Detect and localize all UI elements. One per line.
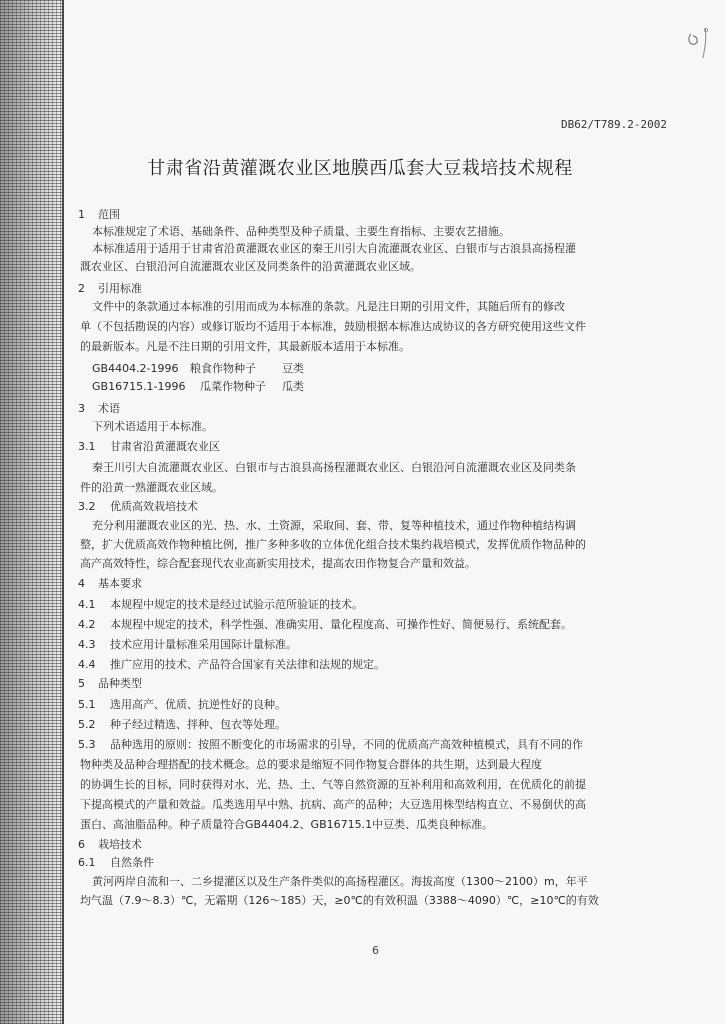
reference-type: 瓜类 (282, 380, 304, 393)
subsection-title: 优质高效栽培技术 (110, 500, 198, 513)
section-4-heading (78, 577, 142, 591)
paragraph-line: 下提高模式的产量和效益。瓜类选用早中熟、抗病、高产的品种；大豆选用株型结构直立、不易倒伏的高 (80, 798, 586, 811)
reference-row (92, 362, 304, 376)
subsection-6-1-heading (78, 856, 154, 870)
section-3-heading (78, 402, 120, 416)
page-number: 6 (372, 944, 379, 957)
subsection-3-1-heading (78, 440, 220, 454)
paragraph-line: 的最新版本。凡是不注日期的引用文件，其最新版本适用于本标准。 (80, 340, 410, 353)
paragraph-line: 溉农业区、白银沿河自流灌溉农业区及同类条件的沿黄灌溉农业区域。 (80, 260, 421, 273)
section-1-heading (78, 208, 120, 222)
paragraph-line: 蛋白、高油脂品种。种子质量符合GB4404.2、GB16715.1中豆类、瓜类良种标准。 (80, 818, 494, 831)
section-number: 6 (78, 838, 85, 851)
list-item (78, 638, 297, 652)
item-text: 品种选用的原则：按照不断变化的市场需求的引导，不同的优质高产高效种植模式，具有不同的作 (110, 738, 583, 751)
section-title: 引用标准 (98, 282, 142, 295)
section-5-heading (78, 677, 142, 691)
section-number: 4 (78, 577, 85, 590)
subsection-3-2-heading (78, 500, 198, 514)
list-item (78, 738, 583, 752)
item-text: 本规程中规定的技术，科学性强、准确实用、量化程度高、可操作性好、简便易行、系统配套。 (110, 618, 572, 631)
subsection-title: 甘肃省沿黄灌溉农业区 (110, 440, 220, 453)
paragraph-line: 物种类及品种合理搭配的技术概念。总的要求是缩短不同作物复合群体的共生期，达到最大程度 (80, 758, 542, 771)
reference-code: GB4404.2-1996 (92, 362, 179, 375)
item-text: 种子经过精选、拌种、包衣等处理。 (110, 718, 286, 731)
subsection-number: 6.1 (78, 856, 96, 869)
paragraph-line: 的协调生长的目标，同时获得对水、光、热、土、气等自然资源的互补利用和高效利用，在优质化的前提 (80, 778, 586, 791)
item-text: 选用高产、优质、抗逆性好的良种。 (110, 698, 286, 711)
item-number: 5.3 (78, 738, 96, 751)
section-title: 品种类型 (98, 677, 142, 690)
subsection-number: 3.1 (78, 440, 96, 453)
paragraph-line: 文件中的条款通过本标准的引用而成为本标准的条款。凡是注日期的引用文件，其随后所有的修改 (92, 300, 565, 313)
item-number: 5.2 (78, 718, 96, 731)
section-number: 3 (78, 402, 85, 415)
item-number: 4.3 (78, 638, 96, 651)
list-item (78, 718, 286, 732)
paragraph-line: 整，扩大优质高效作物种植比例，推广多种多收的立体优化组合技术集约栽培模式，发挥优质作物品种的 (80, 538, 586, 551)
item-text: 本规程中规定的技术是经过试验示范所验证的技术。 (110, 598, 363, 611)
item-number: 5.1 (78, 698, 96, 711)
item-text: 技术应用计量标准采用国际计量标准。 (110, 638, 297, 651)
reference-row (92, 380, 304, 394)
reference-code: GB16715.1-1996 (92, 380, 186, 393)
reference-name: 瓜菜作物种子 (200, 380, 266, 393)
section-6-heading (78, 838, 142, 852)
subsection-title: 自然条件 (110, 856, 154, 869)
section-number: 1 (78, 208, 85, 221)
paragraph-line: 单（不包括勘误的内容）或修订版均不适用于本标准，鼓励根据本标准达成协议的各方研究使用这些文件 (80, 320, 586, 333)
list-item (78, 658, 385, 672)
section-title: 范围 (98, 208, 120, 221)
binding-shadow-line (62, 0, 64, 1024)
item-number: 4.4 (78, 658, 96, 671)
document-code: DB62/T789.2-2002 (561, 118, 667, 131)
reference-type: 豆类 (282, 362, 304, 375)
subsection-number: 3.2 (78, 500, 96, 513)
paragraph-line: 本标准适用于适用于甘肃省沿黄灌溉农业区的秦王川引大自流灌溉农业区、白银市与古浪县高扬程灌 (92, 242, 576, 255)
paragraph-line: 秦王川引大自流灌溉农业区、白银市与古浪县高扬程灌溉农业区、白银沿河自流灌溉农业区及同类条 (92, 461, 576, 474)
paragraph-line: 黄河两岸自流和一、二乡提灌区以及生产条件类似的高扬程灌区。海拔高度（1300～2100）m，年平 (92, 875, 588, 888)
section-number: 2 (78, 282, 85, 295)
item-number: 4.2 (78, 618, 96, 631)
list-item (78, 598, 363, 612)
document-title: 甘肃省沿黄灌溉农业区地膜西瓜套大豆栽培技术规程 (147, 158, 573, 179)
list-item (78, 618, 572, 632)
section-number: 5 (78, 677, 85, 690)
paragraph-line: 件的沿黄一熟灌溉农业区域。 (80, 481, 223, 494)
paragraph-line: 高产高效特性，综合配套现代农业高新实用技术，提高农田作物复合产量和效益。 (80, 557, 476, 570)
item-text: 推广应用的技术、产品符合国家有关法律和法规的规定。 (110, 658, 385, 671)
reference-name: 粮食作物种子 (190, 362, 256, 375)
item-number: 4.1 (78, 598, 96, 611)
paragraph-line: 均气温（7.9～8.3）℃，无霜期（126～185）天，≥0℃的有效积温（3388～4090）℃，≥10℃的有效 (80, 894, 599, 907)
paragraph-line: 下列术语适用于本标准。 (92, 420, 213, 433)
paragraph-line: 充分利用灌溉农业区的光、热、水、土资源，采取间、套、带、复等种植技术，通过作物种植结构调 (92, 519, 576, 532)
scan-binding-edge (0, 0, 62, 1024)
handwritten-mark (683, 24, 713, 64)
section-title: 栽培技术 (98, 838, 142, 851)
section-title: 术语 (98, 402, 120, 415)
section-title: 基本要求 (98, 577, 142, 590)
paragraph-line: 本标准规定了术语、基础条件、品种类型及种子质量、主要生育指标、主要农艺措施。 (92, 225, 510, 238)
section-2-heading (78, 282, 142, 296)
list-item (78, 698, 286, 712)
